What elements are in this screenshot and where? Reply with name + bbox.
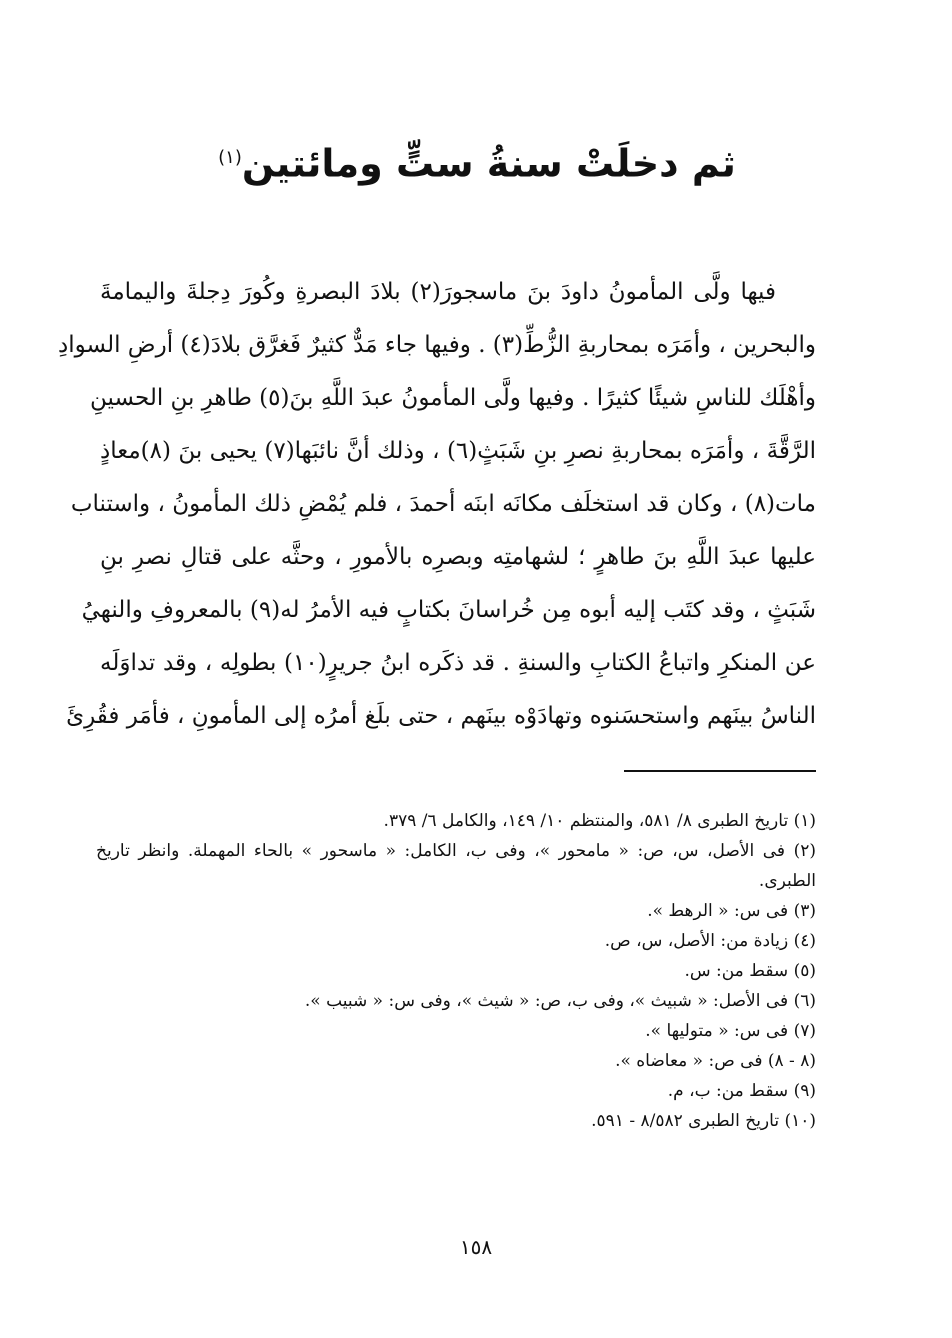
text-line: فيها ولَّى المأمونُ داودَ بنَ ماسجورَ(٢) بلادَ البصرةِ وكُورَ دِجلةَ واليمامةَ bbox=[100, 279, 776, 305]
footnote: (١) تاريخ الطبرى ٨/ ٥٨١، والمنتظم ١٠/ ١٤٩، والكامل ٦/ ٣٧٩. bbox=[383, 811, 816, 831]
footnotes bbox=[96, 806, 816, 1136]
text-line: والبحرين ، وأمَرَه بمحاربةِ الزُّطِّ(٣) . وفيها جاء مَدٌّ كثيرٌ فَغرَّق بلادَ(٤) أرضِ السوادِ bbox=[58, 332, 816, 358]
text-line: وأهْلَك للناسِ شيئًا كثيرًا . وفيها ولَّى المأمونُ عبدَ اللَّهِ بنَ(٥) طاهرِ بنِ الحسينِ bbox=[90, 385, 816, 411]
footnote: (٧) فى س: « متوليها ». bbox=[645, 1021, 816, 1041]
footnote: (٢) فى الأصل، س، ص: « مامحور »، وفى ب، الكامل: « ماسحور » بالحاء المهملة. وانظر تاريخ bbox=[96, 841, 816, 861]
page-number: ١٥٨ bbox=[459, 1235, 493, 1259]
footnote: (٨ - ٨) فى ص: « معاضاه ». bbox=[615, 1051, 816, 1071]
text-line: الرَّقَّةَ ، وأمَرَه بمحاربةِ نصرِ بنِ شَبَثٍ(٦) ، وذلك أنَّ نائبَها(٧) يحيى بنَ (٨)معاذٍ bbox=[100, 438, 816, 464]
footnote: (٤) زيادة من: الأصل، س، ص. bbox=[604, 931, 816, 951]
footnote: (٩) سقط من: ب، م. bbox=[667, 1081, 816, 1101]
chapter-title bbox=[0, 128, 952, 194]
footnote-continuation: الطبرى. bbox=[758, 871, 816, 891]
footnote: (٣) فى س: « الرهط ». bbox=[647, 901, 816, 921]
footnote: (١٠) تاريخ الطبرى ٨/٥٨٢ - ٥٩١. bbox=[591, 1111, 816, 1131]
footnote: (٥) سقط من: س. bbox=[684, 961, 816, 981]
chapter-title-text: ثم دخلَتْ سنةُ ستٍّ ومائتين bbox=[241, 141, 736, 186]
text-line: شَبَثٍ ، وقد كتَب إليه أبوه مِن خُراسانَ بكتابٍ فيه الأمرُ له(٩) بالمعروفِ والنهيُ bbox=[81, 597, 816, 623]
main-text bbox=[58, 266, 816, 743]
text-line: مات(٨) ، وكان قد استخلَف مكانَه ابنَه أحمدَ ، فلم يُمْضِ ذلك المأمونُ ، واستناب bbox=[70, 491, 816, 517]
text-line: عن المنكرِ واتباعُ الكتابِ والسنةِ . قد ذكَره ابنُ جريرٍ(١٠) بطولِه ، وقد تداوَلَه bbox=[100, 650, 816, 676]
text-line: عليها عبدَ اللَّهِ بنَ طاهرٍ ؛ لشهامتِه وبصرِه بالأمورِ ، وحثَّه على قتالِ نصرِ بنِ bbox=[100, 544, 816, 570]
footnote-divider bbox=[624, 770, 816, 772]
footnote: (٦) فى الأصل: « شبيث »، وفى ب، ص: « شيث »، وفى س: « شبيب ». bbox=[304, 991, 816, 1011]
text-line: الناسُ بينَهم واستحسَنوه وتهادَوْه بينَهم ، حتى بلَغ أمرُه إلى المأمونِ ، فأمَر فقُرِئَ bbox=[66, 703, 816, 729]
title-footnote-ref: (١) bbox=[218, 147, 242, 168]
